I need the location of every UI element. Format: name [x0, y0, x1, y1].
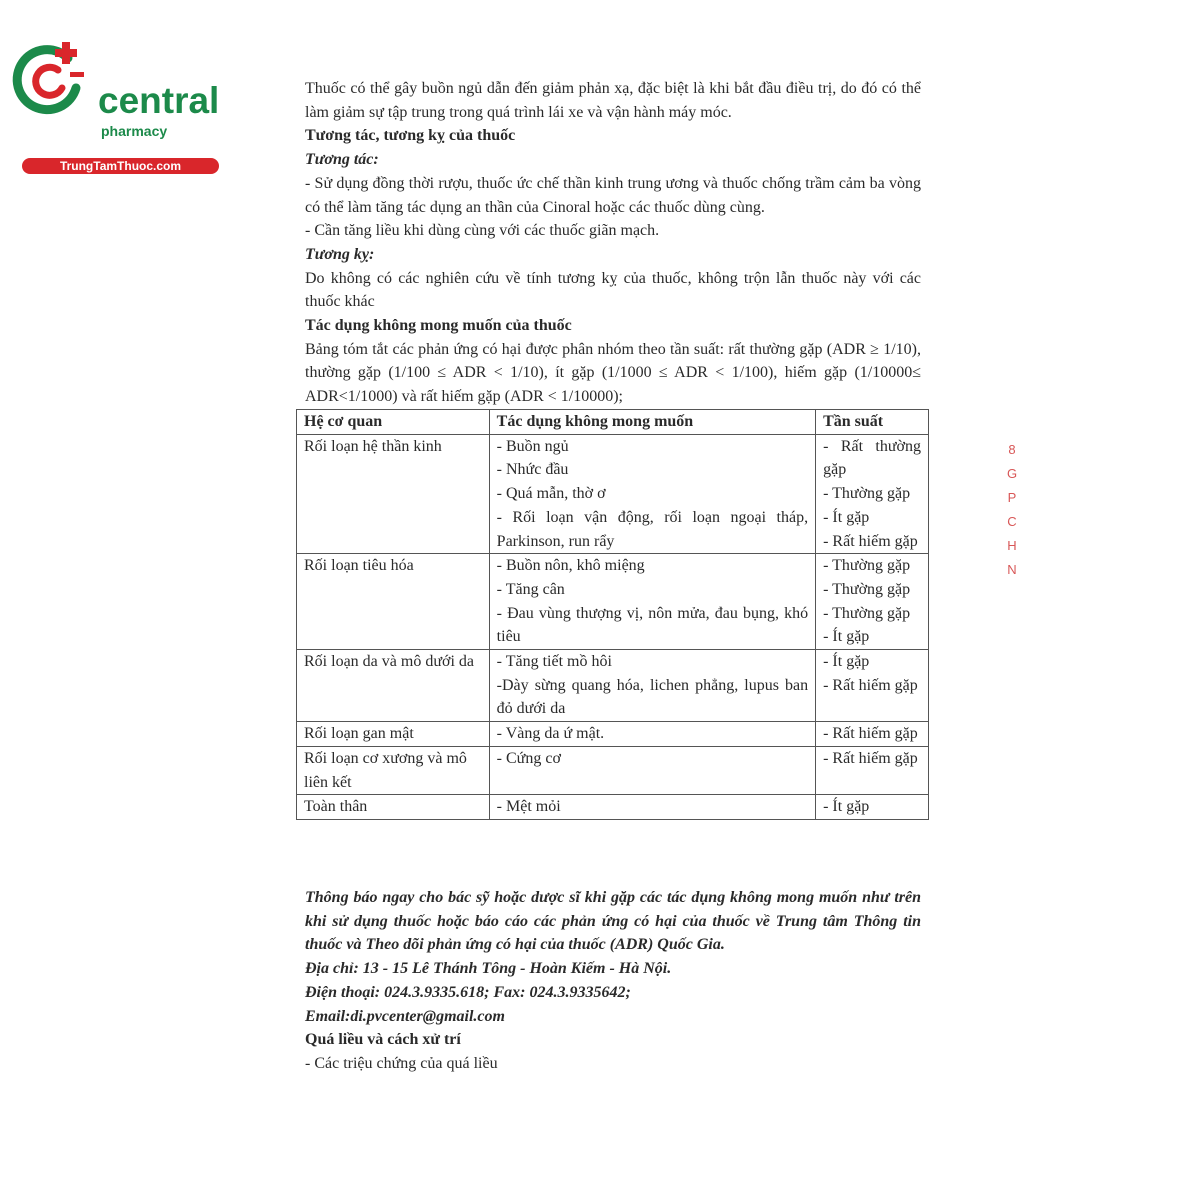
partial-stamp: [1003, 438, 1021, 582]
frequency-cell: [816, 650, 929, 722]
frequency-item: - Thường gặp: [823, 485, 911, 503]
frequency-item: - Rất hiếm gặp: [823, 532, 918, 550]
frequency-item: - Ít gặp: [823, 653, 870, 671]
adverse-summary: Bảng tóm tắt các phản ứng có hại được phân nhóm theo tần suất: rất thường gặp (ADR ≥ 1/10), thường gặp (1/100 ≤ ADR < 1/10), ít gặp (1/1000 ≤ ADR < 1/100), hiếm gặp (1/10000≤ ADR<1/1000) và rất hiếm gặp (ADR < 1/10000);: [305, 340, 921, 406]
system-cell: Toàn thân: [297, 795, 490, 820]
system-cell: Rối loạn cơ xương và mô liên kết: [297, 746, 490, 794]
brand-logo: [10, 38, 220, 173]
frequency-item: - Ít gặp: [823, 508, 870, 526]
logo-mark-icon: [10, 38, 94, 122]
stamp-char: H: [1007, 538, 1017, 553]
overdose-line: - Các triệu chứng của quá liều: [305, 1054, 498, 1072]
adverse-heading: Tác dụng không mong muốn của thuốc: [305, 317, 572, 335]
table-row: [297, 434, 929, 554]
interaction-subheading: Tương tác:: [305, 151, 379, 169]
notice-phone: Điện thoại: 024.3.9335.618; Fax: 024.3.9335642;: [305, 983, 631, 1001]
frequency-cell: [816, 746, 929, 794]
notice-address: Địa chỉ: 13 - 15 Lê Thánh Tông - Hoàn Kiếm - Hà Nội.: [305, 960, 672, 978]
frequency-cell: [816, 722, 929, 747]
system-cell: Rối loạn da và mô dưới da: [297, 650, 490, 722]
adr-notice: [305, 886, 921, 1076]
effect-item: - Buồn ngủ: [496, 437, 569, 455]
effects-cell: [489, 795, 815, 820]
frequency-item: - Thường gặp: [823, 604, 911, 622]
effect-item: -Dày sừng quang hóa, lichen phẳng, lupus ban đỏ dưới da: [496, 676, 809, 718]
column-header: Hệ cơ quan: [297, 410, 490, 435]
stamp-char: 8: [1008, 442, 1016, 457]
effect-item: - Vàng da ứ mật.: [496, 725, 605, 743]
system-cell: Rối loạn hệ thần kinh: [297, 434, 490, 554]
effect-item: - Buồn nôn, khô miệng: [496, 557, 645, 575]
column-header: Tác dụng không mong muốn: [489, 410, 815, 435]
adverse-effects-table: [296, 409, 929, 820]
frequency-item: - Ít gặp: [823, 628, 870, 646]
interaction-line: - Sử dụng đồng thời rượu, thuốc ức chế thần kinh trung ương và thuốc chống trầm cảm ba vòng có thể làm tăng tác dụng an thần của Cinoral hoặc các thuốc dùng cùng.: [305, 174, 921, 216]
effect-item: - Quá mẫn, thờ ơ: [496, 485, 606, 503]
table-row: [297, 722, 929, 747]
system-cell: Rối loạn gan mật: [297, 722, 490, 747]
effects-cell: [489, 434, 815, 554]
effect-item: - Tăng tiết mồ hôi: [496, 653, 612, 671]
interactions-heading: Tương tác, tương kỵ của thuốc: [305, 127, 516, 145]
frequency-cell: [816, 795, 929, 820]
effect-item: - Nhức đầu: [496, 461, 569, 479]
stamp-char: C: [1007, 514, 1017, 529]
frequency-item: - Rất thường gặp: [823, 437, 921, 479]
notice-text: Thông báo ngay cho bác sỹ hoặc dược sĩ khi gặp các tác dụng không mong muốn như trên khi sử dụng thuốc hoặc báo cáo các phản ứng có hại của thuốc về Trung tâm Thông tin thuốc và Theo dõi phản ứng có hại của thuốc (ADR) Quốc Gia.: [305, 889, 921, 954]
stamp-char: G: [1006, 466, 1018, 481]
stamp-char: P: [1007, 490, 1017, 505]
column-header: Tần suất: [816, 410, 929, 435]
frequency-item: - Thường gặp: [823, 580, 911, 598]
table-row: [297, 650, 929, 722]
table-row: [297, 795, 929, 820]
frequency-cell: [816, 434, 929, 554]
overdose-heading: Quá liều và cách xử trí: [305, 1031, 461, 1049]
document-body: [305, 77, 921, 409]
effect-item: - Đau vùng thượng vị, nôn mửa, đau bụng, khó tiêu: [496, 604, 809, 646]
effect-item: - Tăng cân: [496, 580, 565, 598]
frequency-item: - Rất hiếm gặp: [823, 725, 918, 743]
frequency-item: - Rất hiếm gặp: [823, 676, 918, 694]
system-cell: Rối loạn tiêu hóa: [297, 554, 490, 650]
frequency-cell: [816, 554, 929, 650]
table-row: [297, 554, 929, 650]
logo-subtitle: pharmacy: [101, 123, 168, 139]
frequency-item: - Ít gặp: [823, 798, 870, 816]
incompatibility-subheading: Tương kỵ:: [305, 245, 375, 263]
effects-cell: [489, 650, 815, 722]
effects-cell: [489, 722, 815, 747]
effects-cell: [489, 554, 815, 650]
effect-item: - Rối loạn vận động, rối loạn ngoại tháp, Parkinson, run rẩy: [496, 508, 809, 550]
logo-name: central: [98, 80, 220, 121]
intro-paragraph: Thuốc có thể gây buồn ngủ dẫn đến giảm phản xạ, đặc biệt là khi bắt đầu điều trị, do đó có thể làm giảm sự tập trung trong quá trình lái xe và vận hành máy móc.: [305, 80, 921, 121]
frequency-item: - Thường gặp: [823, 557, 911, 575]
effects-cell: [489, 746, 815, 794]
effect-item: - Mệt mỏi: [496, 798, 561, 816]
table-header-row: [297, 410, 929, 435]
frequency-item: - Rất hiếm gặp: [823, 749, 918, 767]
stamp-char: N: [1007, 562, 1017, 577]
notice-email[interactable]: Email:di.pvcenter@gmail.com: [305, 1007, 505, 1025]
table-row: [297, 746, 929, 794]
logo-url-badge[interactable]: TrungTamThuoc.com: [22, 158, 219, 174]
incompatibility-text: Do không có các nghiên cứu về tính tương kỵ của thuốc, không trộn lẫn thuốc này với các thuốc khác: [305, 269, 921, 311]
interaction-line: - Cần tăng liều khi dùng cùng với các thuốc giãn mạch.: [305, 222, 660, 240]
effect-item: - Cứng cơ: [496, 749, 561, 767]
